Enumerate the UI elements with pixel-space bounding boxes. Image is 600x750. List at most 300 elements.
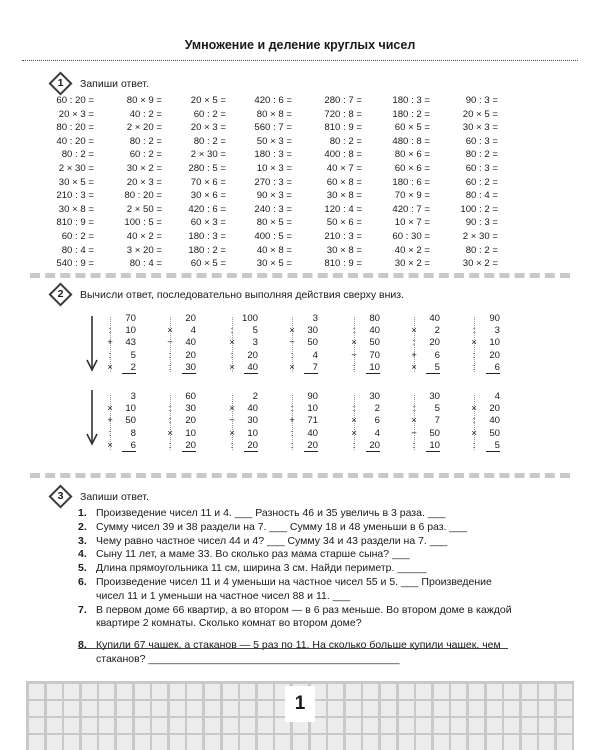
chain-step: [228, 325, 258, 337]
grid-cell: [416, 735, 431, 750]
exercise-cell: 180 : 3 =: [392, 95, 430, 106]
chain-start-value: [410, 313, 440, 325]
exercise-cell: 20 × 3 =: [190, 122, 226, 134]
exercise-cell: 400 : 8 =: [324, 149, 362, 161]
operator-sign: −: [229, 415, 235, 427]
grid-cell: [328, 735, 343, 750]
grid-cell: [99, 718, 114, 733]
operator-sign: :: [168, 349, 172, 361]
chain-number: 40: [489, 415, 500, 427]
chain-number: 5: [486, 440, 500, 452]
calculation-chain: [166, 313, 196, 374]
calculation-chain: [228, 313, 258, 374]
chain-step: [288, 325, 318, 337]
chain-start-value: [288, 313, 318, 325]
grid-cell: [240, 718, 255, 733]
exercise-cell: 60 : 2 =: [193, 108, 226, 120]
exercise-cell: 60 : 3 =: [465, 162, 498, 174]
chain-step: [350, 350, 380, 362]
down-arrow-icon: [86, 316, 98, 372]
operator-sign: :: [412, 403, 416, 415]
exercise-cell: 80 : 2 =: [61, 149, 94, 161]
chain-step: [410, 325, 440, 337]
exercise-cell: 30 × 5 =: [58, 176, 94, 188]
grid-cell: [557, 718, 572, 733]
grid-cell: [82, 684, 97, 699]
exercise-cell: 60 × 5 =: [394, 122, 430, 134]
grid-cell: [47, 735, 62, 750]
exercise-row: [50, 108, 520, 122]
grid-cell: [258, 735, 273, 750]
exercise-cell: 80 × 5 =: [256, 217, 292, 229]
exercise-cell: 80 × 9 =: [126, 95, 162, 106]
grid-cell: [434, 718, 449, 733]
exercise-cell: 30 × 3 =: [462, 122, 498, 134]
chain-number: 10: [125, 325, 136, 337]
chain-start-value: [470, 391, 500, 403]
grid-cell: [381, 735, 396, 750]
grid-cell: [117, 735, 132, 750]
problem-number: 5.: [78, 562, 87, 575]
chain-step: [410, 440, 440, 452]
operator-sign: :: [290, 349, 294, 361]
chain-number: 20: [489, 349, 500, 361]
chain-step: [288, 362, 318, 374]
grid-cell: [47, 718, 62, 733]
exercise-cell: 30 × 8 =: [326, 190, 362, 202]
grid-cell: [205, 735, 220, 750]
exercise-row: [50, 162, 520, 176]
grid-cell: [522, 701, 537, 716]
exercise-cell: 210 : 3 =: [324, 230, 362, 242]
exercise-cell: 10 × 3 =: [256, 162, 292, 174]
chain-step: [166, 350, 196, 362]
grid-cell: [487, 684, 502, 699]
problem-text: Сыну 11 лет, а маме 33. Во сколько раз мама старше сына? ___: [96, 548, 410, 561]
grid-cell: [117, 701, 132, 716]
exercise-cell: 270 : 3 =: [254, 176, 292, 188]
grid-cell: [170, 684, 185, 699]
chain-number: 90: [489, 313, 500, 324]
grid-cell: [557, 701, 572, 716]
chain-number: 5: [426, 362, 440, 374]
chain-start-value: [106, 391, 136, 403]
chain-number: 10: [366, 362, 380, 374]
grid-cell: [328, 718, 343, 733]
chain-step: [470, 337, 500, 349]
chain-number: 4: [190, 325, 196, 337]
chain-step: [228, 403, 258, 415]
chain-step: [106, 325, 136, 337]
chain-number: 90: [307, 391, 318, 402]
grid-cell: [522, 718, 537, 733]
grid-cell: [29, 684, 44, 699]
grid-cell: [135, 718, 150, 733]
exercise-row: [50, 257, 520, 271]
grid-cell: [504, 684, 519, 699]
grid-cell: [381, 718, 396, 733]
chain-step: [470, 415, 500, 427]
word-problem: [78, 604, 518, 632]
grid-cell: [47, 701, 62, 716]
word-problem: [78, 507, 518, 521]
chain-step: [470, 440, 500, 452]
problem-text: Длина прямоугольника 11 см, ширина 3 см. Найди периметр. _____: [96, 562, 427, 575]
grid-cell: [346, 684, 361, 699]
exercise-cell: 180 : 6 =: [392, 176, 430, 188]
word-problem: [78, 562, 518, 576]
grid-cell: [504, 735, 519, 750]
operator-sign: :: [168, 361, 172, 373]
operator-sign: ×: [167, 427, 173, 439]
chain-number: 50: [125, 415, 136, 427]
chain-step: [106, 415, 136, 427]
grid-cell: [258, 701, 273, 716]
operator-sign: :: [108, 349, 112, 361]
chain-step: [470, 428, 500, 440]
exercise-cell: 90 : 3 =: [465, 95, 498, 106]
grid-cell: [328, 701, 343, 716]
exercise-cell: 180 : 3 =: [188, 230, 226, 242]
calculation-chain: [410, 391, 440, 452]
grid-cell: [346, 701, 361, 716]
grid-cell: [399, 684, 414, 699]
exercise-cell: 40 : 20 =: [56, 135, 94, 147]
chain-start-value: [228, 313, 258, 325]
exercise-cell: 90 × 3 =: [256, 190, 292, 202]
exercise-cell: 3 × 20 =: [126, 244, 162, 256]
grid-cell: [170, 735, 185, 750]
exercise-cell: 60 : 3 =: [465, 135, 498, 147]
exercise-cell: 420 : 6 =: [188, 203, 226, 215]
chain-number: 40: [307, 427, 318, 439]
operator-sign: :: [290, 403, 294, 415]
chain-step: [288, 428, 318, 440]
problem-number: 3.: [78, 534, 87, 547]
chain-step: [410, 428, 440, 440]
chain-number: 43: [125, 337, 136, 349]
exercise-cell: 120 : 4 =: [324, 203, 362, 215]
exercise-cell: 80 × 6 =: [394, 149, 430, 161]
operator-sign: :: [108, 427, 112, 439]
operator-sign: −: [289, 337, 295, 349]
exercise-cell: 80 : 4 =: [61, 244, 94, 256]
chain-number: 10: [489, 337, 500, 349]
operator-sign: :: [412, 337, 416, 349]
grid-cell: [381, 684, 396, 699]
chain-step: [288, 337, 318, 349]
page-title: Умножение и деление круглых чисел: [184, 38, 416, 52]
grid-cell: [275, 735, 290, 750]
chain-number: 40: [369, 325, 380, 337]
exercise-cell: 30 × 8 =: [58, 203, 94, 215]
exercise-cell: 40 : 2 =: [129, 108, 162, 120]
operator-sign: ×: [289, 325, 295, 337]
chain-number: 40: [185, 337, 196, 349]
exercise-cell: 2 × 30 =: [462, 230, 498, 242]
grid-cell: [434, 701, 449, 716]
word-problem: [78, 535, 518, 549]
chain-number: 6: [122, 440, 136, 452]
chain-step: [166, 337, 196, 349]
grid-cell: [557, 684, 572, 699]
grid-cell: [346, 735, 361, 750]
grid-cell: [135, 735, 150, 750]
problem-number: 8.: [78, 639, 87, 652]
grid-cell: [152, 684, 167, 699]
task1-exercise-grid: [50, 94, 520, 271]
exercise-row: [50, 230, 520, 244]
chain-number: 40: [247, 403, 258, 415]
exercise-cell: 60 × 6 =: [394, 162, 430, 174]
chain-step: [106, 428, 136, 440]
answer-line: [78, 648, 508, 649]
chain-step: [350, 325, 380, 337]
operator-sign: +: [107, 415, 113, 427]
grid-cell: [223, 718, 238, 733]
operator-sign: :: [412, 439, 416, 451]
section-divider: [30, 473, 570, 478]
operator-sign: ×: [107, 439, 113, 451]
chain-number: 20: [429, 337, 440, 349]
chain-number: 3: [494, 325, 500, 337]
exercise-cell: 810 : 9 =: [324, 258, 362, 270]
grid-cell: [311, 735, 326, 750]
operator-sign: :: [168, 403, 172, 415]
chain-step: [166, 440, 196, 452]
exercise-cell: 100 : 5 =: [124, 217, 162, 229]
operator-sign: −: [351, 349, 357, 361]
operator-sign: :: [230, 439, 234, 451]
exercise-cell: 80 : 4 =: [465, 190, 498, 202]
chain-step: [350, 337, 380, 349]
grid-cell: [363, 701, 378, 716]
grid-cell: [64, 718, 79, 733]
exercise-row: [50, 176, 520, 190]
exercise-cell: 80 : 2 =: [465, 244, 498, 256]
chain-number: 30: [429, 391, 440, 402]
operator-sign: :: [290, 427, 294, 439]
exercise-cell: 540 : 9 =: [56, 258, 94, 270]
chain-step: [166, 428, 196, 440]
problem-text: В первом доме 66 квартир, а во втором — в 6 раз меньше. Во втором доме в каждой квартире 2 комнаты. Сколько комнат во втором доме?: [96, 603, 512, 630]
exercise-cell: 50 × 3 =: [256, 135, 292, 147]
chain-number: 2: [122, 362, 136, 374]
exercise-cell: 80 : 20 =: [56, 122, 94, 134]
chain-step: [228, 415, 258, 427]
exercise-cell: 180 : 2 =: [392, 108, 430, 120]
exercise-cell: 420 : 6 =: [254, 95, 292, 106]
chain-step: [106, 403, 136, 415]
chain-number: 6: [374, 415, 380, 427]
grid-cell: [399, 718, 414, 733]
chain-number: 10: [125, 403, 136, 415]
grid-cell: [223, 735, 238, 750]
grid-cell: [451, 718, 466, 733]
problem-text: Купили 67 чашек, а стаканов — 5 раз по 11. На сколько больше купили чашек, чем стаканов? ___________________________________________: [96, 639, 501, 665]
chain-number: 6: [486, 362, 500, 374]
operator-sign: ×: [411, 361, 417, 373]
chain-step: [410, 362, 440, 374]
grid-cell: [152, 735, 167, 750]
exercise-cell: 480 : 8 =: [392, 135, 430, 147]
task3-title: Запиши ответ.: [80, 491, 149, 503]
operator-sign: +: [411, 349, 417, 361]
task2-title: Вычисли ответ, последовательно выполняя действия сверху вниз.: [80, 289, 405, 301]
chain-number: 7: [304, 362, 318, 374]
operator-sign: ×: [167, 325, 173, 337]
chain-number: 30: [247, 415, 258, 427]
grid-cell: [293, 735, 308, 750]
grid-cell: [82, 701, 97, 716]
chain-number: 70: [369, 349, 380, 361]
operator-sign: :: [230, 325, 234, 337]
chain-step: [228, 428, 258, 440]
calculation-chain: [470, 391, 500, 452]
operator-sign: :: [290, 439, 294, 451]
exercise-cell: 60 : 2 =: [61, 230, 94, 242]
chain-step: [470, 362, 500, 374]
exercise-cell: 20 × 3 =: [126, 176, 162, 188]
chain-number: 30: [185, 403, 196, 415]
grid-cell: [205, 684, 220, 699]
grid-cell: [363, 718, 378, 733]
chain-start-value: [470, 313, 500, 325]
exercise-row: [50, 121, 520, 135]
calculation-chain: [166, 391, 196, 452]
calculation-chain: [470, 313, 500, 374]
operator-sign: ×: [471, 427, 477, 439]
grid-cell: [469, 735, 484, 750]
exercise-cell: 420 : 7 =: [392, 203, 430, 215]
exercise-cell: 60 : 2 =: [129, 149, 162, 161]
chain-number: 40: [429, 313, 440, 324]
grid-cell: [240, 684, 255, 699]
exercise-cell: 40 × 8 =: [256, 244, 292, 256]
exercise-cell: 80 : 2 =: [329, 135, 362, 147]
chain-number: 7: [434, 415, 440, 427]
calculation-chain: [288, 391, 318, 452]
grid-cell: [99, 684, 114, 699]
grid-cell: [258, 718, 273, 733]
exercise-cell: 20 × 3 =: [58, 108, 94, 120]
exercise-cell: 80 : 2 =: [129, 135, 162, 147]
grid-cell: [451, 735, 466, 750]
chain-number: 2: [374, 403, 380, 415]
grid-cell: [539, 684, 554, 699]
exercise-cell: 810 : 9 =: [56, 217, 94, 229]
grid-cell: [152, 701, 167, 716]
chain-step: [410, 350, 440, 362]
chain-step: [288, 440, 318, 452]
grid-cell: [504, 718, 519, 733]
grid-cell: [416, 701, 431, 716]
exercise-cell: 720 : 8 =: [324, 108, 362, 120]
exercise-row: [50, 148, 520, 162]
chain-step: [350, 362, 380, 374]
exercise-row: [50, 244, 520, 258]
exercise-cell: 60 × 5 =: [190, 258, 226, 270]
chain-number: 4: [494, 391, 500, 402]
chain-step: [288, 350, 318, 362]
problem-number: 4.: [78, 548, 87, 561]
exercise-cell: 40 × 2 =: [394, 244, 430, 256]
task-number-badge: 1: [48, 71, 72, 95]
exercise-cell: 30 × 6 =: [190, 190, 226, 202]
exercise-cell: 60 × 8 =: [326, 176, 362, 188]
chain-number: 20: [247, 349, 258, 361]
grid-cell: [451, 701, 466, 716]
operator-sign: :: [472, 439, 476, 451]
grid-cell: [64, 735, 79, 750]
chain-step: [166, 415, 196, 427]
grid-cell: [152, 718, 167, 733]
calculation-chain: [106, 313, 136, 374]
grid-cell: [504, 701, 519, 716]
grid-cell: [223, 701, 238, 716]
calculation-chain: [410, 313, 440, 374]
exercise-cell: 80 : 20 =: [124, 190, 162, 202]
chain-step: [288, 415, 318, 427]
problem-number: 2.: [78, 520, 87, 533]
chain-number: 30: [182, 362, 196, 374]
word-problem: [78, 548, 518, 562]
chain-step: [350, 428, 380, 440]
exercise-cell: 40 × 2 =: [126, 230, 162, 242]
chain-step: [228, 337, 258, 349]
exercise-cell: 50 × 6 =: [326, 217, 362, 229]
operator-sign: ×: [471, 403, 477, 415]
grid-cell: [363, 735, 378, 750]
grid-cell: [469, 684, 484, 699]
grid-cell: [187, 718, 202, 733]
grid-cell: [187, 684, 202, 699]
header-divider: [22, 60, 578, 61]
exercise-cell: 90 : 3 =: [465, 217, 498, 229]
word-problem: [78, 639, 518, 667]
chain-number: 50: [307, 337, 318, 349]
problem-text: Сумму чисел 39 и 38 раздели на 7. ___ Сумму 18 и 48 уменьши в 6 раз. ___: [96, 520, 467, 533]
grid-cell: [135, 684, 150, 699]
chain-step: [350, 415, 380, 427]
chain-step: [106, 350, 136, 362]
chain-number: 20: [244, 440, 258, 452]
exercise-cell: 20 × 5 =: [190, 95, 226, 106]
chain-step: [106, 337, 136, 349]
calculation-chain: [350, 391, 380, 452]
section-divider: [30, 273, 570, 278]
chain-step: [350, 440, 380, 452]
grid-cell: [487, 718, 502, 733]
grid-cell: [29, 701, 44, 716]
chain-number: 20: [304, 440, 318, 452]
chain-number: 50: [429, 427, 440, 439]
grid-cell: [258, 684, 273, 699]
exercise-cell: 280 : 5 =: [188, 162, 226, 174]
exercise-cell: 210 : 3 =: [56, 190, 94, 202]
chain-step: [288, 403, 318, 415]
problem-number: 7.: [78, 603, 87, 616]
grid-cell: [522, 735, 537, 750]
operator-sign: −: [411, 427, 417, 439]
grid-cell: [170, 701, 185, 716]
exercise-row: [50, 203, 520, 217]
chain-number: 20: [366, 440, 380, 452]
chain-number: 4: [374, 427, 380, 439]
grid-cell: [240, 701, 255, 716]
grid-cell: [416, 718, 431, 733]
exercise-cell: 60 : 20 =: [56, 95, 94, 106]
